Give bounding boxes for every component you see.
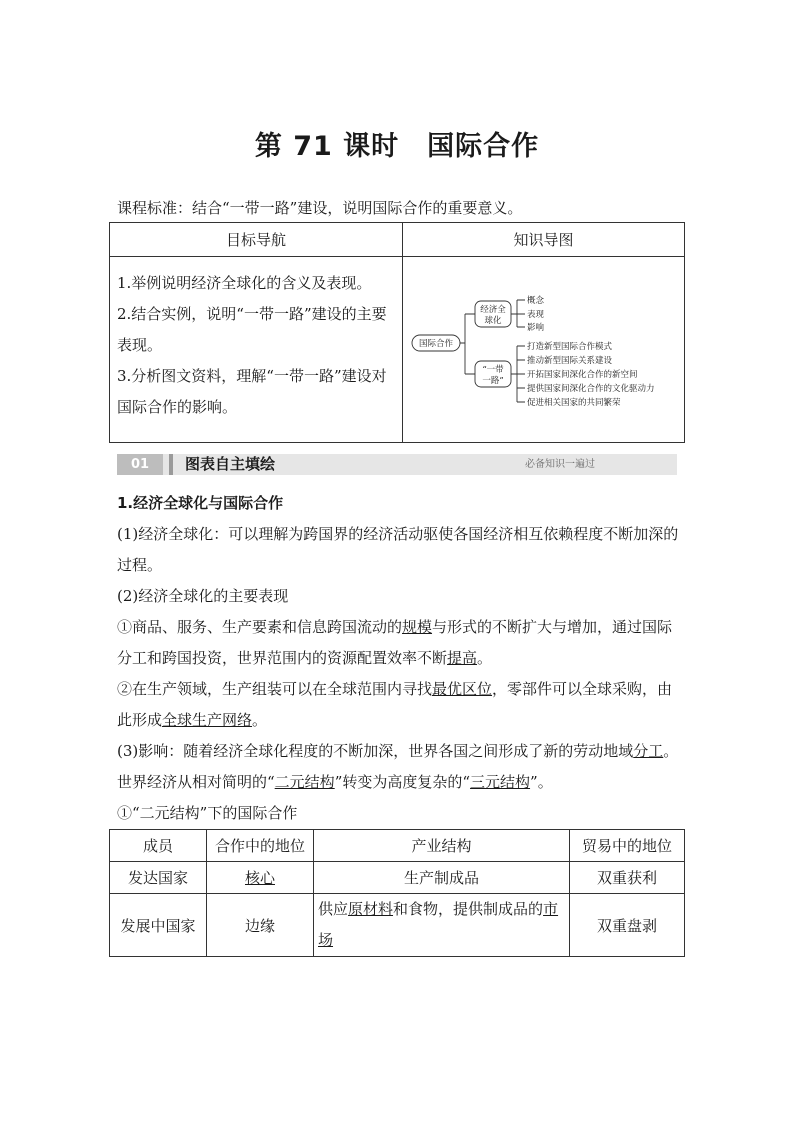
mindmap-root: 国际合作 <box>418 339 454 349</box>
paragraph: ①“二元结构”下的国际合作 <box>117 804 298 822</box>
goal-item: 1.举例说明经济全球化的含义及表现。 <box>117 274 372 292</box>
mindmap-leaf: 概念 <box>527 296 545 306</box>
mindmap-branch1-label: 经济全 <box>480 305 506 315</box>
section-title: 图表自主填绘 <box>185 455 276 473</box>
table-cell: 双重获利 <box>570 862 685 894</box>
table-cell: 边缘 <box>207 894 314 957</box>
answer-blank: 提高 <box>447 649 478 667</box>
goals-cell <box>110 257 403 443</box>
table-header: 成员 <box>110 830 207 862</box>
section-header <box>117 454 677 475</box>
goal-item: 3.分析图文资料，理解“一带一路”建设对国际合作的影响。 <box>117 367 387 416</box>
target-header-map: 知识导图 <box>403 223 685 257</box>
section-number: 01 <box>117 454 163 475</box>
roles-table <box>109 829 685 957</box>
answer-blank: 全球生产网络 <box>162 711 253 729</box>
page-title: 第 71 课时 国际合作 <box>254 131 540 162</box>
mindmap-leaf: 促进相关国家的共同繁荣 <box>527 398 621 408</box>
section-heading: 1.经济全球化与国际合作 <box>117 494 284 512</box>
table-row <box>110 830 685 862</box>
mindmap-branch2-label: “一带 <box>482 365 504 375</box>
mindmap-leaf: 表现 <box>527 310 545 320</box>
answer-blank: 市场 <box>318 900 559 949</box>
paragraph: ①商品、服务、生产要素和信息跨国流动的规模与形式的不断扩大与增加，通过国际分工和跨国投资，世界范围内的资源配置效率不断提高。 <box>117 618 673 667</box>
answer-blank: 三元结构 <box>470 773 531 791</box>
section-divider <box>169 454 173 475</box>
course-standard: 课程标准：结合“一带一路”建设，说明国际合作的重要意义。 <box>117 199 523 217</box>
mindmap-diagram <box>411 293 683 413</box>
mindmap-leaf: 提供国家间深化合作的文化驱动力 <box>527 384 655 394</box>
answer-blank: 核心 <box>244 869 275 887</box>
table-cell: 发展中国家 <box>110 894 207 957</box>
table-row <box>110 894 685 957</box>
section-subtitle: 必备知识一遍过 <box>525 459 595 470</box>
answer-blank: 分工 <box>633 742 664 760</box>
table-cell: 供应原材料和食物，提供制成品的市场 <box>314 894 570 957</box>
answer-blank: 规模 <box>402 618 433 636</box>
body-text <box>117 488 679 829</box>
table-header: 合作中的地位 <box>207 830 314 862</box>
table-cell: 生产制成品 <box>314 862 570 894</box>
mindmap-leaf: 推动新型国际关系建设 <box>527 356 613 366</box>
goal-item: 2.结合实例，说明“一带一路”建设的主要表现。 <box>117 305 387 354</box>
target-table <box>109 222 685 443</box>
mindmap-cell <box>403 257 685 443</box>
table-header: 产业结构 <box>314 830 570 862</box>
answer-blank: 最优区位 <box>432 680 493 698</box>
mindmap-leaf: 影响 <box>527 323 545 333</box>
table-cell: 双重盘剥 <box>570 894 685 957</box>
mindmap-branch1-label: 球化 <box>484 316 502 326</box>
table-header: 贸易中的地位 <box>570 830 685 862</box>
mindmap-leaf: 打造新型国际合作模式 <box>527 342 613 352</box>
mindmap-branch2-label: 一路” <box>482 376 504 386</box>
paragraph: ②在生产领域，生产组装可以在全球范围内寻找最优区位，零部件可以全球采购，由此形成全球生产网络。 <box>117 680 673 729</box>
answer-blank: 二元结构 <box>274 773 335 791</box>
table-cell <box>207 862 314 894</box>
table-cell: 发达国家 <box>110 862 207 894</box>
mindmap-leaf: 开拓国家间深化合作的新空间 <box>527 370 638 380</box>
target-header-goals: 目标导航 <box>110 223 403 257</box>
table-row <box>110 862 685 894</box>
paragraph: (2)经济全球化的主要表现 <box>117 587 289 605</box>
answer-blank: 原材料 <box>348 900 394 918</box>
paragraph: (1)经济全球化：可以理解为跨国界的经济活动驱使各国经济相互依赖程度不断加深的过程。 <box>117 525 679 574</box>
paragraph: (3)影响：随着经济全球化程度的不断加深，世界各国之间形成了新的劳动地域分工。世界经济从相对简明的“二元结构”转变为高度复杂的“三元结构”。 <box>117 742 679 791</box>
